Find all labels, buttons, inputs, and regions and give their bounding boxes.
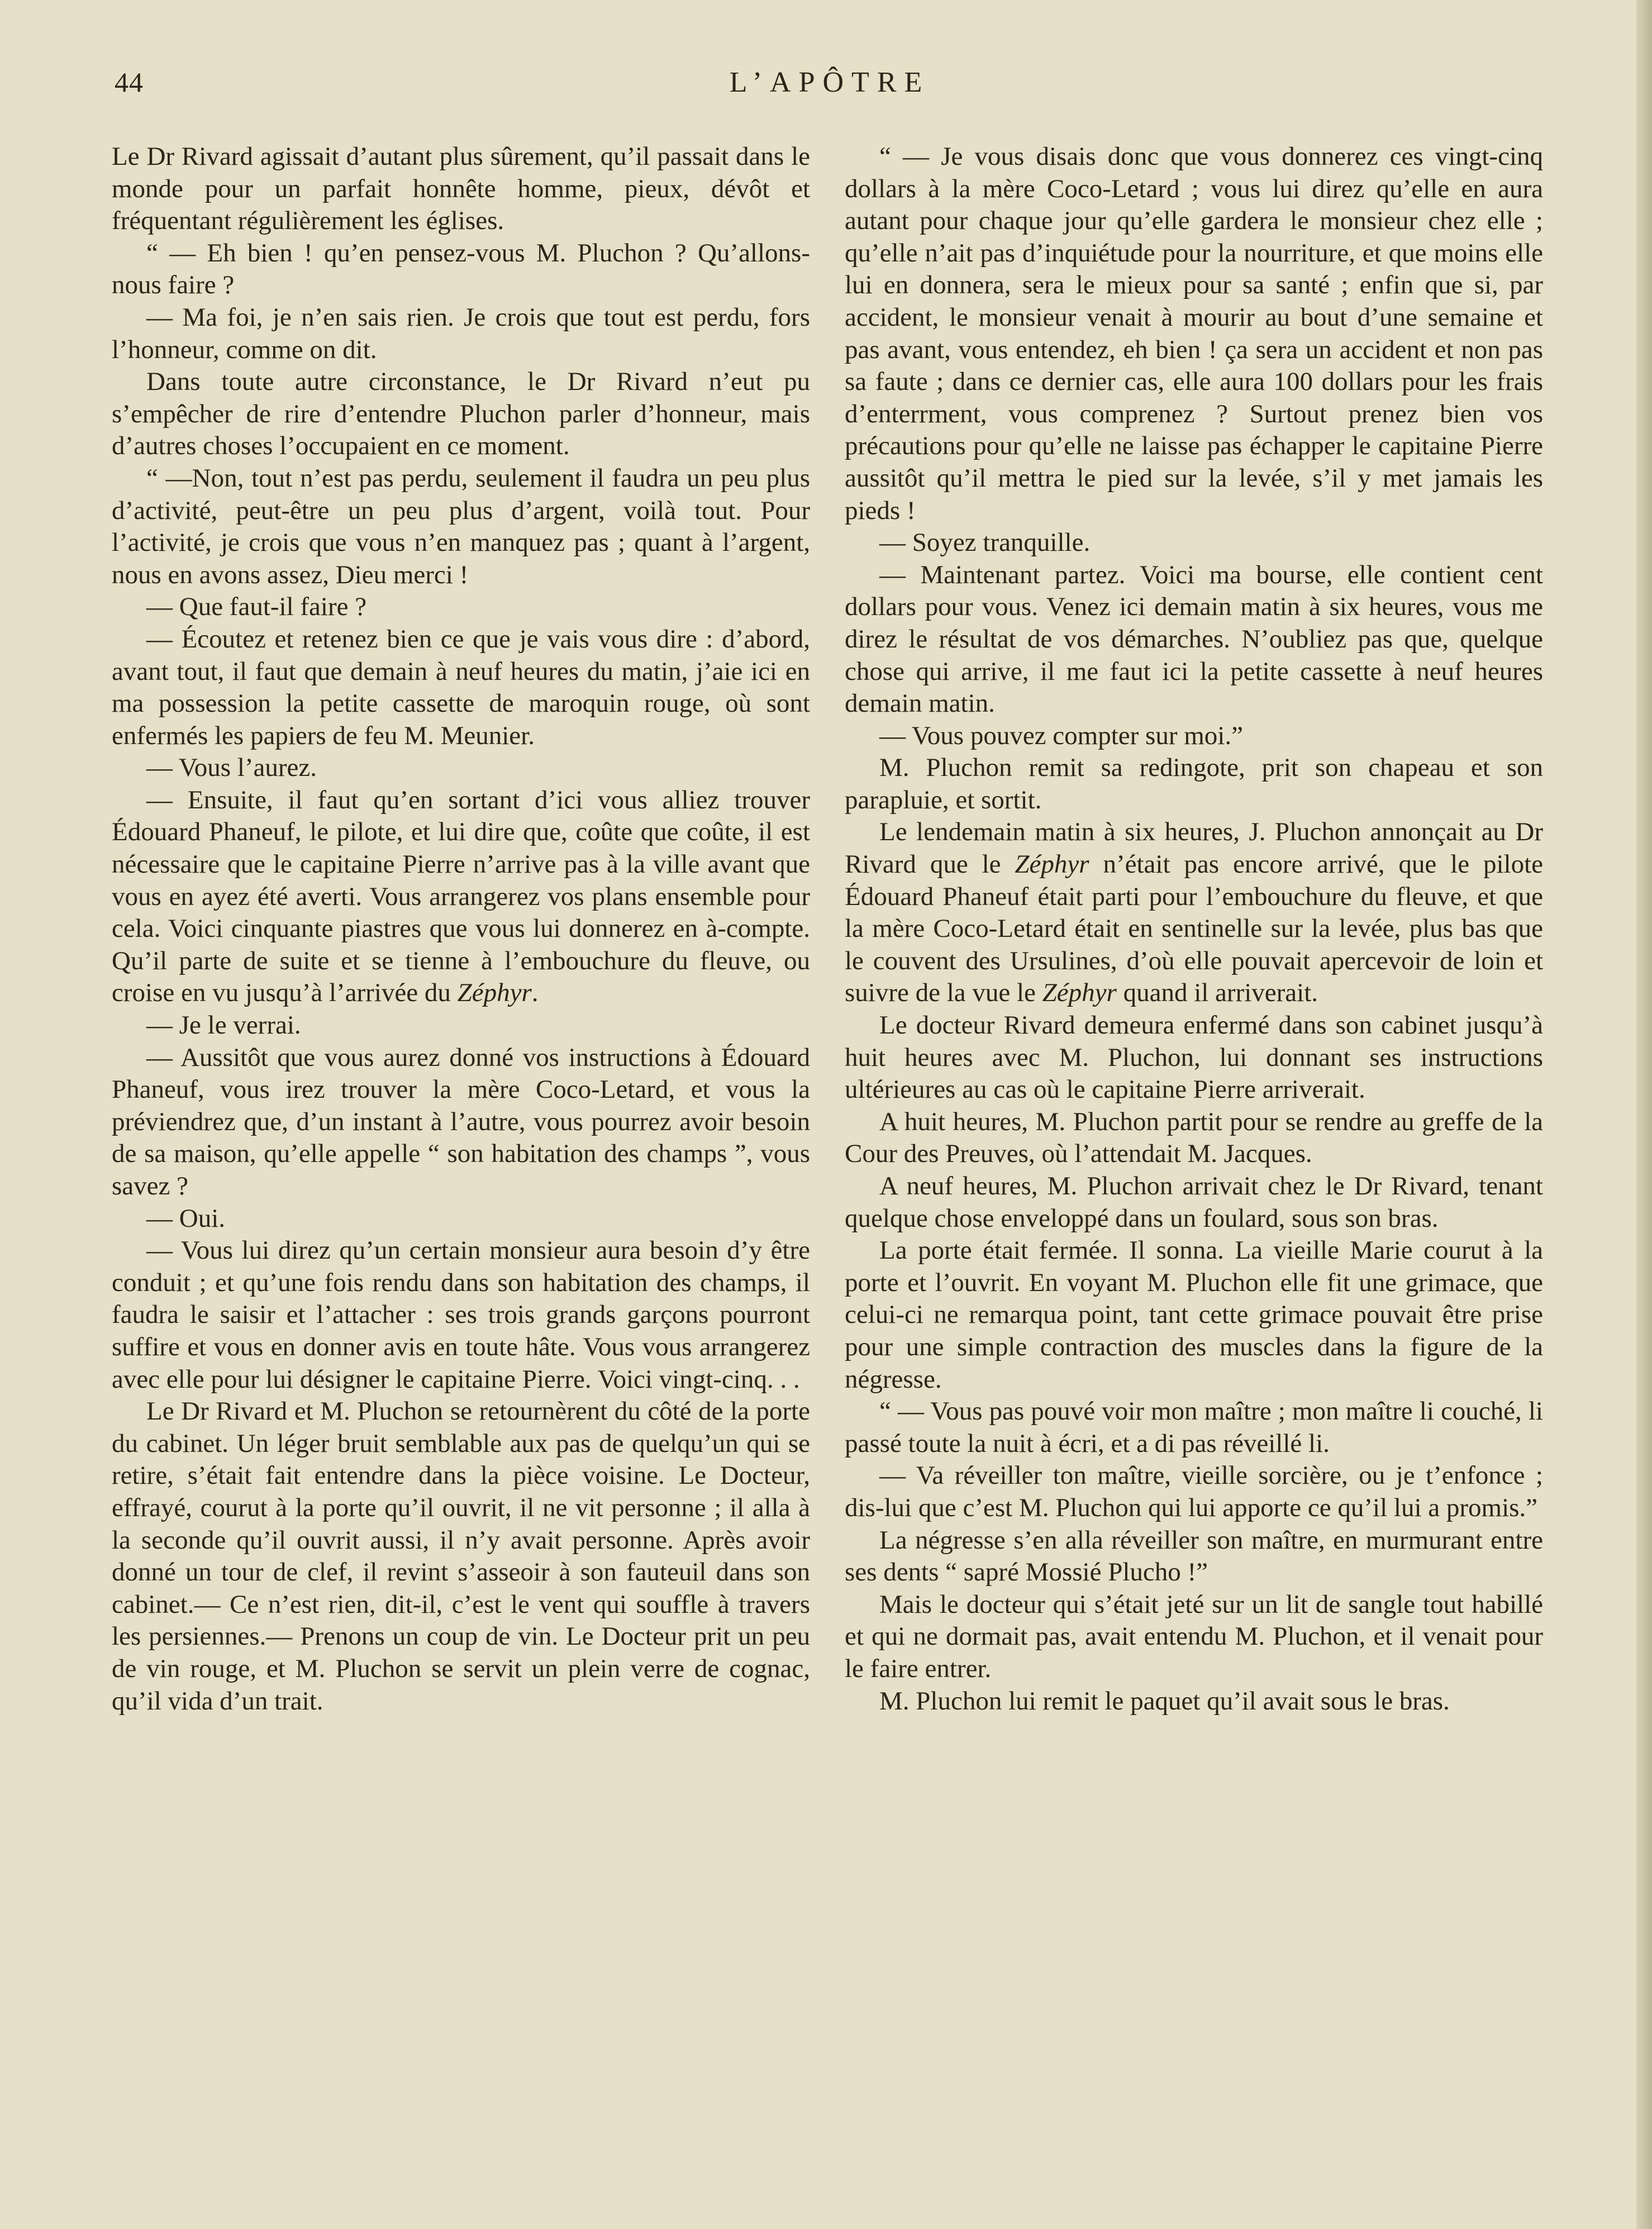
paragraph <box>845 1685 1543 1718</box>
paragraph-text: — Vous lui direz qu’un certain monsieur aura besoin d’y être conduit ; et qu’une fois rendu dans son habitation des champs, il faudra le saisir et l’attacher : ses trois grands garçons pourront suffire et vous en donner avis en toute hâte. Vous vous arrangerez avec elle pour lui désigner le capitaine Pierre. Voici vingt-cinq. . . <box>112 1236 810 1394</box>
paragraph-text: quand il arriverait. <box>1116 978 1318 1008</box>
paragraph-text: “ — Je vous disais donc que vous donnerez ces vingt-cinq dollars à la mère Coco-Letard ; vous lui direz qu’elle en aura autant pour chaque jour qu’elle gardera le monsieur chez elle ; qu’elle n’ait pas d’inquiétude pour la nourriture, et que moins elle lui en donnera, sera le mieux pour sa santé ; enfin que si, par accident, le monsieur venait à mourir au bout d’une semaine et pas avant, vous entendez, eh bien ! ça sera un accident et non pas sa faute ; dans ce dernier cas, elle aura 100 dollars pour les frais d’enterrment, vous comprenez ? Surtout prenez bien vos précautions pour qu’elle ne laisse pas échapper le capitaine Pierre aussitôt qu’il mettra le pied sur la levée, s’il y met jamais les pieds ! <box>845 142 1543 525</box>
paragraph-text: La porte était fermée. Il sonna. La vieille Marie courut à la porte et l’ouvrit. En voyant M. Pluchon elle fit une grimace, que celui-ci ne remarqua point, tant cette grimace pouvait être prise pour une simple contraction des muscles dans la figure de la négresse. <box>845 1236 1543 1394</box>
paragraph-text: — Que faut-il faire ? <box>146 592 367 622</box>
page-header <box>115 66 1545 111</box>
paragraph-text: A huit heures, M. Pluchon partit pour se rendre au greffe de la Cour des Preuves, où l’attendait M. Jacques. <box>845 1107 1543 1169</box>
paragraph-text: — Ma foi, je n’en sais rien. Je crois que tout est perdu, fors l’honneur, comme on dit. <box>112 302 810 364</box>
paragraph-text: Le lendemain matin à six heures, J. Pluchon annonçait au Dr Rivard que le <box>845 817 1543 879</box>
paragraph <box>845 752 1543 816</box>
paragraph <box>112 623 810 752</box>
paragraph <box>845 1460 1543 1524</box>
paragraph <box>112 141 810 237</box>
paragraph-text: — Vous pouvez compter sur moi.” <box>879 721 1243 750</box>
paragraph <box>845 527 1543 559</box>
paragraph <box>845 1009 1543 1106</box>
paragraph-text: Le docteur Rivard demeura enfermé dans son cabinet jusqu’à huit heures avec M. Pluchon, lui donnant ses instructions ultérieures au cas où le capitaine Pierre arriverait. <box>845 1011 1543 1104</box>
ship-name: Zéphyr <box>457 978 532 1008</box>
paragraph <box>112 1395 810 1717</box>
page-number: 44 <box>115 66 144 98</box>
running-title: L’APÔTRE <box>729 66 930 98</box>
paragraph-text: — Soyez tranquille. <box>879 528 1091 558</box>
paragraph-text: A neuf heures, M. Pluchon arrivait chez le Dr Rivard, tenant quelque chose enveloppé dans un foulard, sous son bras. <box>845 1171 1543 1233</box>
paragraph <box>112 1009 810 1042</box>
paragraph-text: Le Dr Rivard agissait d’autant plus sûrement, qu’il passait dans le monde pour un parfait honnête homme, pieux, dévôt et fréquentant régulièrement les églises. <box>112 142 810 236</box>
paragraph <box>845 1235 1543 1395</box>
paragraph-text: — Oui. <box>146 1203 225 1233</box>
paragraph <box>845 559 1543 720</box>
paragraph-text: . <box>531 978 539 1008</box>
paragraph-text: M. Pluchon lui remit le paquet qu’il avait sous le bras. <box>879 1686 1450 1716</box>
paragraph <box>112 591 810 623</box>
ship-name: Zéphyr <box>1042 978 1117 1008</box>
ship-name: Zéphyr <box>1015 850 1089 879</box>
paragraph <box>112 752 810 784</box>
paragraph <box>845 720 1543 752</box>
paragraph-text: La négresse s’en alla réveiller son maître, en murmurant entre ses dents “ sapré Mossié Plucho !” <box>845 1525 1543 1587</box>
paragraph <box>112 463 810 591</box>
paragraph-text: — Va réveiller ton maître, vieille sorcière, ou je t’enfonce ; dis-lui que c’est M. Pluchon qui lui apporte ce qu’il lui a promis.” <box>845 1461 1543 1522</box>
paragraph <box>845 141 1543 527</box>
paragraph-text: Dans toute autre circonstance, le Dr Rivard n’eut pu s’empêcher de rire d’entendre Pluchon parler d’honneur, mais d’autres choses l’occupaient en ce moment. <box>112 367 810 461</box>
paragraph-text: — Je le verrai. <box>146 1011 301 1040</box>
paragraph <box>112 366 810 463</box>
page-edge <box>1636 0 1652 2229</box>
paragraph <box>112 1235 810 1395</box>
paragraph-text: — Écoutez et retenez bien ce que je vais vous dire : d’abord, avant tout, il faut que demain à neuf heures du matin, j’aie ici en ma possession la petite cassette de maroquin rouge, où sont enfermés les papiers de feu M. Meunier. <box>112 624 810 750</box>
paragraph <box>845 1525 1543 1589</box>
paragraph-text: — Aussitôt que vous aurez donné vos instructions à Édouard Phaneuf, vous irez trouver la mère Coco-Letard, et vous la préviendrez que, d’un instant à l’autre, vous pourrez avoir besoin de sa maison, qu’elle appelle “ son habitation des champs ”, vous savez ? <box>112 1042 810 1201</box>
paragraph-text: — Maintenant partez. Voici ma bourse, elle contient cent dollars pour vous. Venez ici demain matin à six heures, vous me direz le résultat de vos démarches. N’oubliez pas que, quelque chose qui arrive, il me faut ici la petite cassette à neuf heures demain matin. <box>845 560 1543 718</box>
paragraph <box>112 1203 810 1235</box>
paragraph <box>112 1042 810 1203</box>
paragraph-text: — Ensuite, il faut qu’en sortant d’ici vous alliez trouver Édouard Phaneuf, le pilote, et lui dire que, coûte que coûte, il est nécessaire que le capitaine Pierre n’arrive pas à la ville avant que vous en ayez été averti. Vous arrangerez vos plans ensemble pour cela. Voici cinquante piastres que vous lui donnerez en à-compte. Qu’il parte de suite et se tienne à l’embouchure du fleuve, ou croise en vu jusqu’à l’arrivée du <box>112 785 810 1008</box>
paragraph <box>845 1106 1543 1170</box>
left-column <box>112 141 810 1717</box>
paragraph <box>112 784 810 1009</box>
paragraph <box>845 1170 1543 1235</box>
paragraph-text: “ — Vous pas pouvé voir mon maître ; mon maître li couché, li passé toute la nuit à écri, et a di pas réveillé li. <box>845 1397 1543 1458</box>
paragraph <box>845 1589 1543 1685</box>
paragraph <box>845 816 1543 1009</box>
right-column <box>845 141 1543 1717</box>
paragraph <box>845 1395 1543 1460</box>
paragraph <box>112 302 810 366</box>
paragraph-text: — Vous l’aurez. <box>146 753 317 783</box>
paragraph <box>112 237 810 302</box>
paragraph-text: n’était pas encore arrivé, que le pilote Édouard Phaneuf était parti pour l’embouchure du fleuve, et que la mère Coco-Letard était en sentinelle sur la levée, plus bas que le couvent des Ursulines, d’où elle pouvait apercevoir de loin et suivre de la vue le <box>845 850 1543 1008</box>
paragraph-text: “ —Non, tout n’est pas perdu, seulement il faudra un peu plus d’activité, peut-être un peu plus d’argent, voilà tout. Pour l’activité, je crois que vous n’en manquez pas ; quant à l’argent, nous en avons assez, Dieu merci ! <box>112 463 810 589</box>
paragraph-text: M. Pluchon remit sa redingote, prit son chapeau et son parapluie, et sortit. <box>845 753 1543 815</box>
paragraph-text: “ — Eh bien ! qu’en pensez-vous M. Pluchon ? Qu’allons-nous faire ? <box>112 238 810 300</box>
paragraph-text: Le Dr Rivard et M. Pluchon se retournèrent du côté de la porte du cabinet. Un léger bruit semblable aux pas de quelqu’un qui se retire, s’était fait entendre dans la pièce voisine. Le Docteur, effrayé, courut à la porte qu’il ouvrit, il ne vit personne ; il alla à la seconde qu’il ouvrit aussi, il n’y avait personne. Après avoir donné un tour de clef, il revint s’asseoir à son fauteuil dans son cabinet.— Ce n’est rien, dit-il, c’est le vent qui souffle à travers les persiennes.— Prenons un coup de vin. Le Docteur prit un peu de vin rouge, et M. Pluchon se servit un plein verre de cognac, qu’il vida d’un trait. <box>112 1397 810 1716</box>
paragraph-text: Mais le docteur qui s’était jeté sur un lit de sangle tout habillé et qui ne dormait pas, avait entendu M. Pluchon, et il venait pour le faire entrer. <box>845 1589 1543 1683</box>
